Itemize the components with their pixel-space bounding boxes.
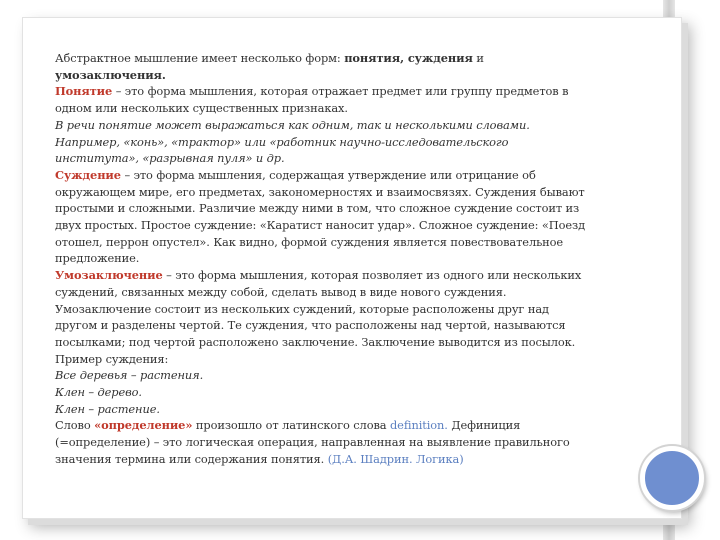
term-opredelenie: «определение» [94, 418, 193, 433]
term-umozakliuchenie: Умозаключение [55, 268, 163, 283]
text-line: Например, «конь», «трактор» или «работник научно-исследовательского [55, 134, 509, 149]
decorative-circle [640, 446, 704, 510]
bold-span: понятия, суждения [344, 51, 473, 65]
text-line: отошел, перрон опустел». Как видно, формой суждения является повествовательное [55, 234, 564, 249]
text-line: предложение. [55, 251, 140, 266]
text-line: умозаключения. [55, 67, 166, 82]
term-poniatie: Понятие [55, 84, 113, 99]
text-line: посылками; под чертой расположено заключение. Заключение выводится из посылок. [55, 334, 576, 349]
source-citation: (Д.А. Шадрин. Логика) [327, 451, 464, 466]
text-span: – это форма мышления, содержащая утверждение или отрицание об [120, 167, 536, 182]
text-span: и [472, 51, 484, 65]
text-span: Слово [55, 418, 95, 433]
term-suzhdenie: Суждение [55, 167, 121, 182]
text-line: В речи понятие может выражаться как одним, так и несколькими словами. [55, 117, 530, 132]
text-span: Дефиниция [447, 418, 521, 433]
text-line: другом и разделены чертой. Те суждения, что расположены над чертой, называются [55, 318, 566, 333]
text-line: института», «разрывная пуля» и др. [55, 151, 285, 166]
text-line [55, 417, 645, 434]
text-line: простыми и сложными. Различие между ними в том, что сложное суждение состоит из [55, 201, 580, 216]
text-line: одном или нескольких существенных признаках. [55, 101, 348, 116]
text-line: (=определение) – это логическая операция, направленная на выявление правильного [55, 435, 570, 450]
text-span: – это форма мышления, которая позволяет из одного или нескольких [162, 268, 582, 283]
text-line: суждений, связанных между собой, сделать вывод в виде нового суждения. [55, 284, 507, 299]
text-span: Абстрактное мышление имеет несколько форм: [55, 51, 345, 65]
text-line: Клен – растение. [55, 401, 160, 416]
text-line: двух простых. Простое суждение: «Каратист наносит удар». Сложное суждение: «Поезд [55, 218, 586, 233]
text-line [55, 451, 645, 468]
text-line: Все деревья – растения. [55, 368, 204, 383]
text-span: произошло от латинского слова [192, 418, 390, 433]
body-text [55, 50, 645, 468]
text-line [55, 167, 645, 184]
text-line [55, 267, 645, 284]
term-definition: definition. [389, 418, 448, 433]
text-line: окружающем мире, его предметах, закономерностях и взаимосвязях. Суждения бывают [55, 184, 585, 199]
text-span: – это форма мышления, которая отражает предмет или группу предметов в [112, 84, 569, 99]
text-line: Пример суждения: [55, 351, 169, 366]
text-line: Умозаключение состоит из нескольких суждений, которые расположены друг над [55, 301, 549, 316]
text-line [55, 50, 645, 67]
text-line [55, 83, 645, 100]
text-span: значения термина или содержания понятия. [55, 451, 328, 466]
text-line: Клен – дерево. [55, 385, 142, 400]
